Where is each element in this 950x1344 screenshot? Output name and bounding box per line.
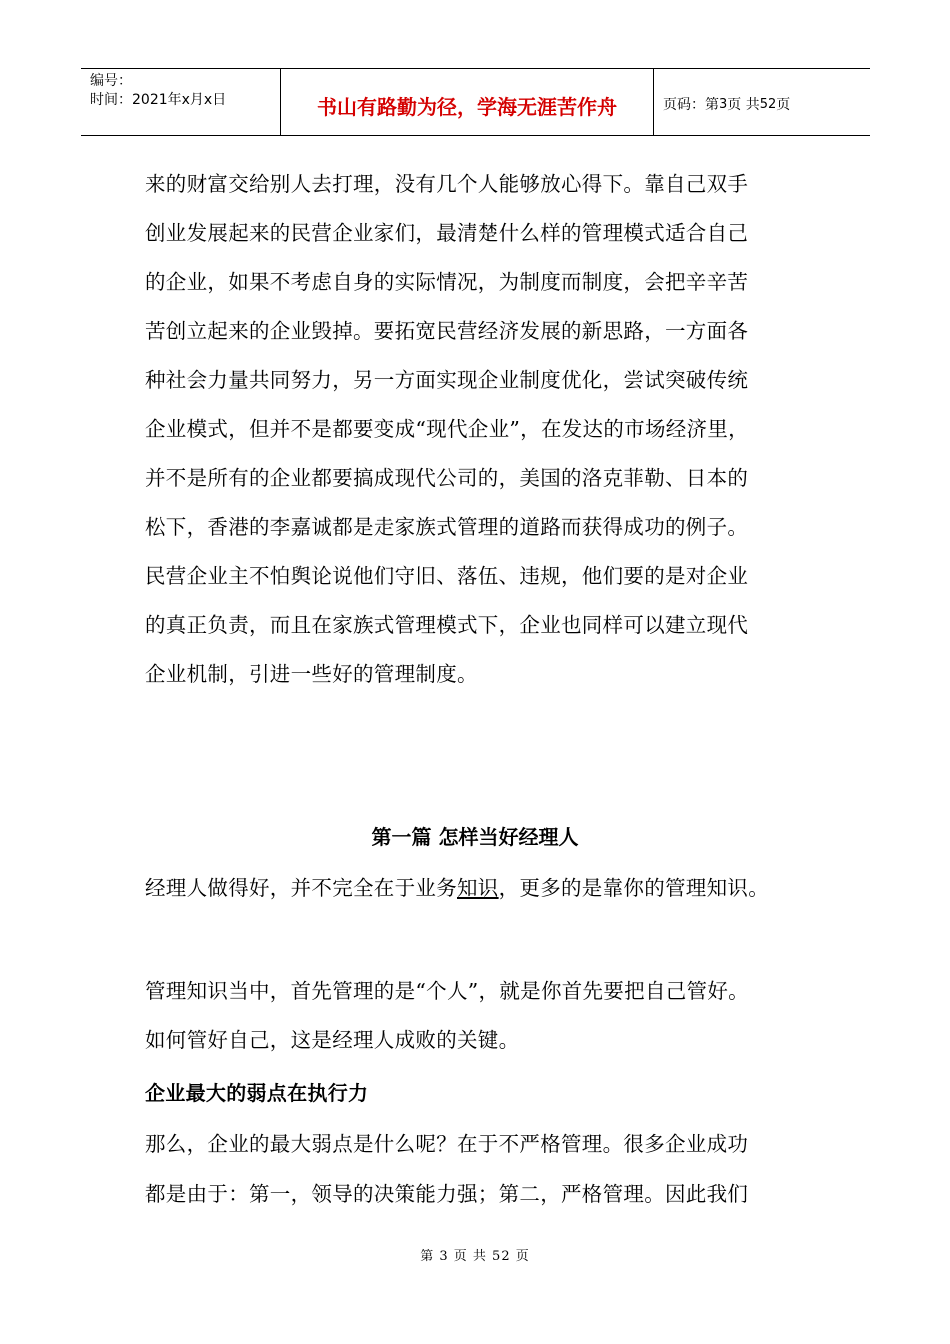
paragraph-line: 的真正负责，而且在家族式管理模式下，企业也同样可以建立现代 [145, 613, 749, 637]
body-line: 那么，企业的最大弱点是什么呢？在于不严格管理。很多企业成功 [145, 1132, 749, 1156]
section-title: 第一篇 怎样当好经理人 [371, 825, 579, 849]
intro-line-end: ，更多的是靠你的管理知识。 [498, 876, 770, 900]
body-line: 如何管好自己，这是经理人成败的关键。 [145, 1028, 520, 1052]
header-meta-cell [81, 69, 281, 135]
document-number-label: 编号： [90, 73, 132, 89]
intro-line-start: 经理人做得好，并不完全在于业务 [145, 876, 457, 900]
page-current: 3 [719, 96, 728, 112]
paragraph-line: 种社会力量共同努力，另一方面实现企业制度优化，尝试突破传统 [145, 368, 749, 392]
paragraph-line: 松下，香港的李嘉诚都是走家族式管理的道路而获得成功的例子。 [145, 515, 749, 539]
paragraph-line: 企业机制，引进一些好的管理制度。 [145, 662, 478, 686]
page-suffix: 页 [776, 97, 791, 113]
page-total: 52 [759, 96, 777, 112]
paragraph-line: 并不是所有的企业都要搞成现代公司的，美国的洛克菲勒、日本的 [145, 466, 749, 490]
header-page-info [654, 69, 870, 135]
paragraph-line: 苦创立起来的企业毁掉。要拓宽民营经济发展的新思路，一方面各 [145, 319, 749, 343]
paragraph-line: 来的财富交给别人去打理，没有几个人能够放心得下。靠自己双手 [145, 172, 749, 196]
paragraph-family-management [145, 160, 805, 699]
intro-line [145, 868, 769, 908]
document-date: 时间：2021年x月x日 [90, 92, 227, 108]
page-header [81, 68, 870, 136]
paragraph-line: 的企业，如果不考虑自身的实际情况，为制度而制度，会把辛辛苦 [145, 270, 749, 294]
page-middle: 页 共 [727, 97, 760, 113]
paragraph-line: 企业模式，但并不是都要变成“现代企业”，在发达的市场经济里， [145, 417, 749, 441]
body-line: 都是由于：第一，领导的决策能力强；第二，严格管理。因此我们 [145, 1182, 749, 1206]
paragraph-line: 创业发展起来的民营企业家们，最清楚什么样的管理模式适合自己 [145, 221, 749, 245]
header-motto: 书山有路勤为径，学海无涯苦作舟 [281, 69, 654, 135]
subheading: 企业最大的弱点在执行力 [145, 1081, 369, 1105]
page-footer: 第 3 页 共 52 页 [420, 1249, 530, 1264]
body-line: 管理知识当中，首先管理的是“个人”，就是你首先要把自己管好。 [145, 979, 749, 1003]
page-prefix: 页码：第 [663, 97, 719, 113]
underlined-term: 知识 [457, 876, 499, 900]
paragraph-line: 民营企业主不怕舆论说他们守旧、落伍、违规，他们要的是对企业 [145, 564, 749, 588]
